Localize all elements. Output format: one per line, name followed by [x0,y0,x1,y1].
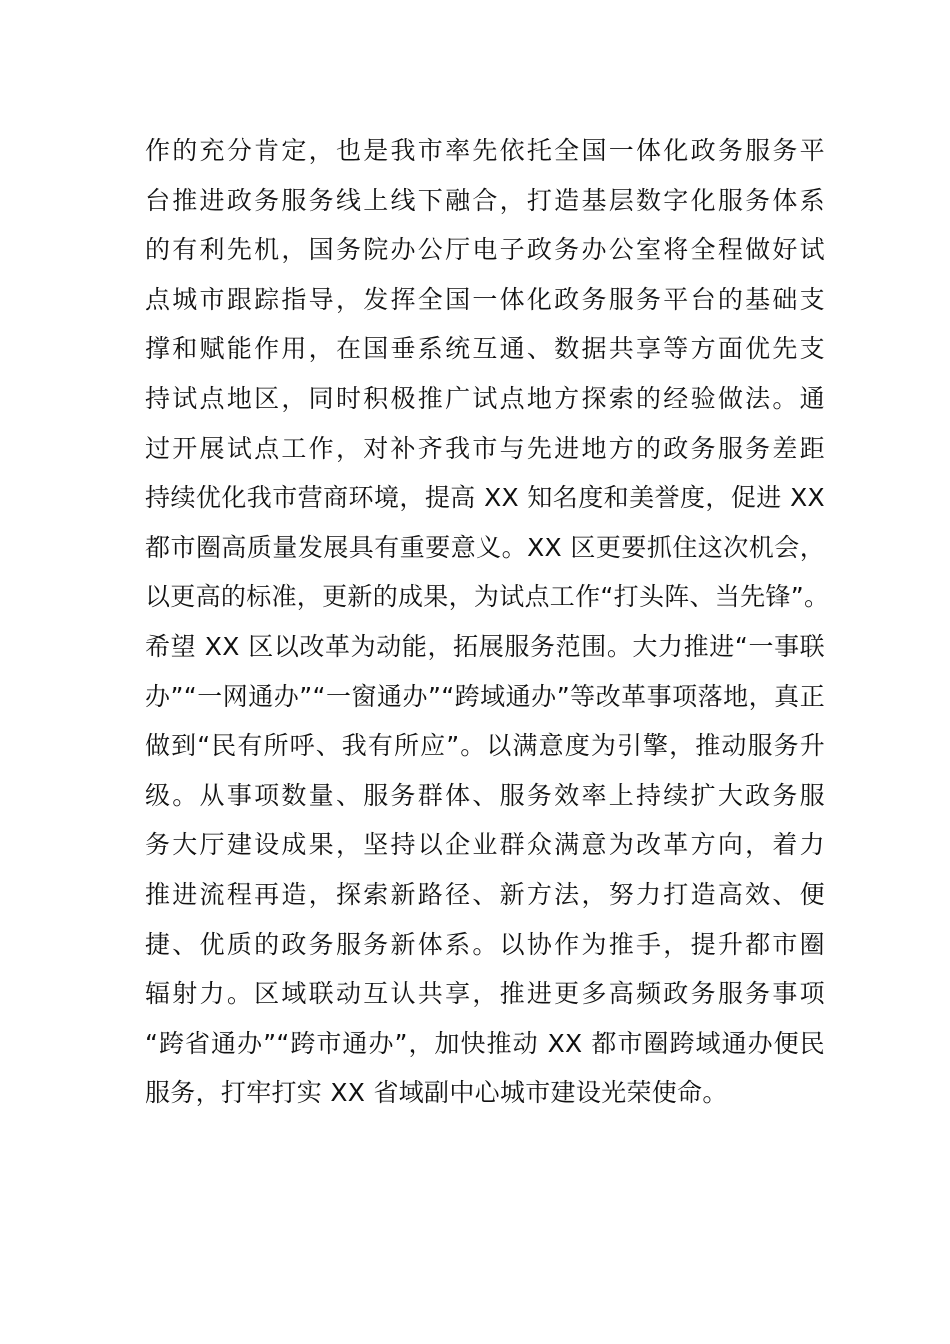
text-line: 作的充分肯定，也是我市率先依托全国一体化政务服务平 [145,136,825,165]
text-line: 台推进政务服务线上线下融合，打造基层数字化服务体系 [145,185,825,215]
text-line: 捷、优质的政务服务新体系。以协作为推手，提升都市圈 [145,929,825,959]
text-line: 办”“一网通办”“一窗通办”“跨域通办”等改革事项落地，真正 [145,681,825,711]
text-line: 都市圈高质量发展具有重要意义。XX 区更要抓住这次机会， [145,532,825,562]
text-line: 务大厅建设成果，坚持以企业群众满意为改革方向，着力 [145,830,825,860]
text-line: 辐射力。区域联动互认共享，推进更多高频政务服务事项 [145,979,825,1009]
body-paragraph [145,126,830,1118]
text-line: 级。从事项数量、服务群体、服务效率上持续扩大政务服 [145,780,825,810]
text-line-last: 服务，打牢打实 XX 省域副中心城市建设光荣使命。 [145,1078,728,1108]
text-line: 希望 XX 区以改革为动能，拓展服务范围。大力推进“一事联 [145,631,825,661]
text-line: 过开展试点工作，对补齐我市与先进地方的政务服务差距 [145,433,825,463]
text-line: 持续优化我市营商环境，提高 XX 知名度和美誉度，促进 XX [145,483,825,513]
text-line: 推进流程再造，探索新路径、新方法，努力打造高效、便 [145,879,825,909]
text-line: 点城市跟踪指导，发挥全国一体化政务服务平台的基础支 [145,284,825,314]
text-line: 做到“民有所呼、我有所应”。以满意度为引擎，推动服务升 [145,731,825,761]
text-line: 持试点地区，同时积极推广试点地方探索的经验做法。通 [145,383,825,413]
text-line: 以更高的标准，更新的成果，为试点工作“打头阵、当先锋”。 [145,582,830,612]
text-line: 的有利先机，国务院办公厅电子政务办公室将全程做好试 [145,235,825,265]
text-line: “跨省通办”“跨市通办”，加快推动 XX 都市圈跨域通办便民 [145,1028,825,1058]
text-line: 撑和赋能作用，在国垂系统互通、数据共享等方面优先支 [145,334,825,364]
